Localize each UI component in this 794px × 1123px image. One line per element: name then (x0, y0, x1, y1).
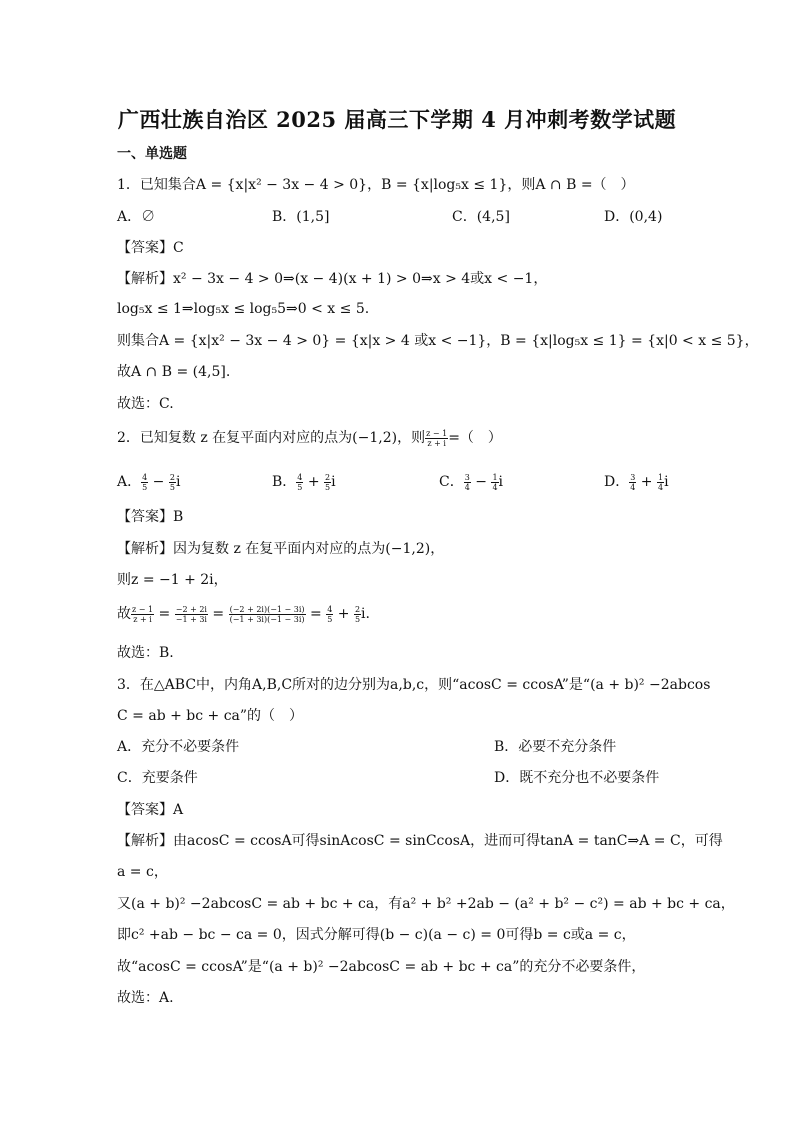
numerator: 4 (142, 472, 148, 482)
denominator: 5 (327, 614, 333, 624)
q1-choice: 故选：C. (117, 396, 174, 412)
imaginary-unit: i (175, 474, 181, 490)
q2-stem-text: 2．已知复数 z 在复平面内对应的点为(−1,2)，则 (117, 430, 426, 446)
numerator: 2 (354, 604, 361, 614)
denominator: z + i (427, 438, 446, 448)
imaginary-unit: i (331, 474, 336, 490)
numerator: 3 (630, 472, 636, 482)
numerator: 4 (327, 604, 333, 614)
denominator: 5 (169, 482, 175, 492)
operator: + (333, 606, 354, 622)
q3-choice: 故选：A. (117, 990, 174, 1006)
equals: = (154, 606, 175, 622)
fraction (131, 605, 154, 624)
denominator: (−1 + 3i)(−1 − 3i) (229, 614, 305, 624)
denominator: 5 (354, 614, 361, 624)
q2-option-b (272, 472, 336, 492)
denominator: 4 (492, 482, 498, 492)
denominator: 4 (657, 482, 664, 492)
imaginary-unit: i (498, 474, 504, 490)
numerator: z − 1 (426, 428, 448, 438)
option-label: A． (117, 474, 142, 490)
q3-explanation-1: 【解析】由acosC = ccosA可得sinAcosC = sinCcosA，进而可得tanA = tanC⇒A = C，可得 (117, 833, 723, 849)
text: i. (361, 606, 370, 622)
denominator: z + i (133, 614, 152, 624)
q3-option-c: C．充要条件 (117, 770, 198, 786)
operator: + (636, 474, 657, 490)
denominator: 4 (630, 482, 636, 492)
option-label: B． (272, 474, 297, 490)
q1-option-a: A．∅ (117, 209, 156, 225)
q3-option-b: B．必要不充分条件 (494, 739, 617, 755)
denominator: 4 (464, 482, 470, 492)
numerator: −2 + 2i (175, 604, 207, 614)
q2-option-d (604, 472, 669, 492)
question-3-stem-line-2: C = ab + bc + ca”的（ ） (117, 708, 304, 724)
fraction (657, 473, 664, 492)
fraction (169, 473, 176, 492)
denominator: 5 (297, 482, 303, 492)
equals: = (207, 606, 229, 622)
numerator: z − 1 (132, 604, 154, 614)
q2-choice: 故选：B. (117, 645, 174, 661)
q2-explanation-3 (117, 604, 370, 624)
operator: − (470, 474, 492, 490)
numerator: 1 (657, 472, 664, 482)
numerator: 4 (297, 472, 303, 482)
option-label: D． (604, 474, 630, 490)
question-2-stem (117, 428, 502, 448)
equals: = (305, 606, 327, 622)
operator: − (148, 474, 169, 490)
operator: + (303, 474, 325, 490)
q1-option-d: D．(0,4) (604, 209, 663, 225)
numerator: 2 (169, 472, 175, 482)
q2-stem-fraction (425, 429, 448, 448)
q1-explanation-4: 故A ∩ B = (4,5]. (117, 364, 231, 380)
q1-explanation-1: 【解析】x² − 3x − 4 > 0⇒(x − 4)(x + 1) > 0⇒x > 4或x < −1， (117, 271, 548, 287)
q1-option-b: B．(1,5] (272, 209, 330, 225)
q2-explanation-2: 则z = −1 + 2i， (117, 572, 228, 588)
fraction (491, 473, 498, 492)
q2-option-c (439, 472, 503, 492)
fraction (175, 605, 208, 624)
fraction (229, 605, 306, 624)
fraction (354, 605, 361, 624)
q2-answer: 【答案】B (117, 509, 184, 525)
q3-option-a: A．充分不必要条件 (117, 739, 240, 755)
q3-explanation-3: 又(a + b)² −2abcosC = ab + bc + ca，有a² + b² +2ab − (a² + b² − c²) = ab + bc + ca， (117, 896, 735, 912)
q1-explanation-3: 则集合A = {x|x² − 3x − 4 > 0} = {x|x > 4 或x < −1}，B = {x|log₅x ≤ 1} = {x|0 < x ≤ 5}， (117, 333, 759, 349)
q3-explanation-5: 故“acosC = ccosA”是“(a + b)² −2abcosC = ab + bc + ca”的充分不必要条件， (117, 959, 646, 975)
option-label: C． (439, 474, 464, 490)
q3-option-d: D．既不充分也不必要条件 (494, 770, 660, 786)
numerator: (−2 + 2i)(−1 − 3i) (229, 604, 305, 614)
q3-answer: 【答案】A (117, 802, 184, 818)
numerator: 1 (492, 472, 498, 482)
q2-explanation-1: 【解析】因为复数 z 在复平面内对应的点为(−1,2)， (117, 541, 445, 557)
section-heading: 一、单选题 (117, 146, 187, 162)
q2-option-a (117, 472, 180, 492)
q1-answer: 【答案】C (117, 240, 184, 256)
fraction (464, 473, 471, 492)
page-title: 广西壮族自治区 2025 届高三下学期 4 月冲刺考数学试题 (117, 107, 677, 132)
q3-explanation-4: 即c² +ab − bc − ca = 0，因式分解可得(b − c)(a − c) = 0可得b = c或a = c， (117, 927, 636, 943)
numerator: 3 (464, 472, 470, 482)
text: 故 (117, 606, 131, 622)
q3-explanation-2: a = c， (117, 864, 168, 880)
numerator: 2 (325, 472, 331, 482)
denominator: −1 + 3i (175, 614, 207, 624)
denominator: 5 (142, 482, 148, 492)
question-1-stem: 1．已知集合A = {x|x² − 3x − 4 > 0}，B = {x|log₅x ≤ 1}，则A ∩ B =（ ） (117, 177, 635, 193)
q1-explanation-2: log₅x ≤ 1⇒log₅x ≤ log₅5⇒0 < x ≤ 5. (117, 301, 370, 317)
q2-stem-tail: =（ ） (448, 430, 502, 446)
q1-option-c: C．(4,5] (452, 209, 510, 225)
question-3-stem-line-1: 3．在△ABC中，内角A,B,C所对的边分别为a,b,c，则“acosC = ccosA”是“(a + b)² −2abcos (117, 677, 711, 693)
denominator: 5 (325, 482, 331, 492)
imaginary-unit: i (664, 474, 669, 490)
